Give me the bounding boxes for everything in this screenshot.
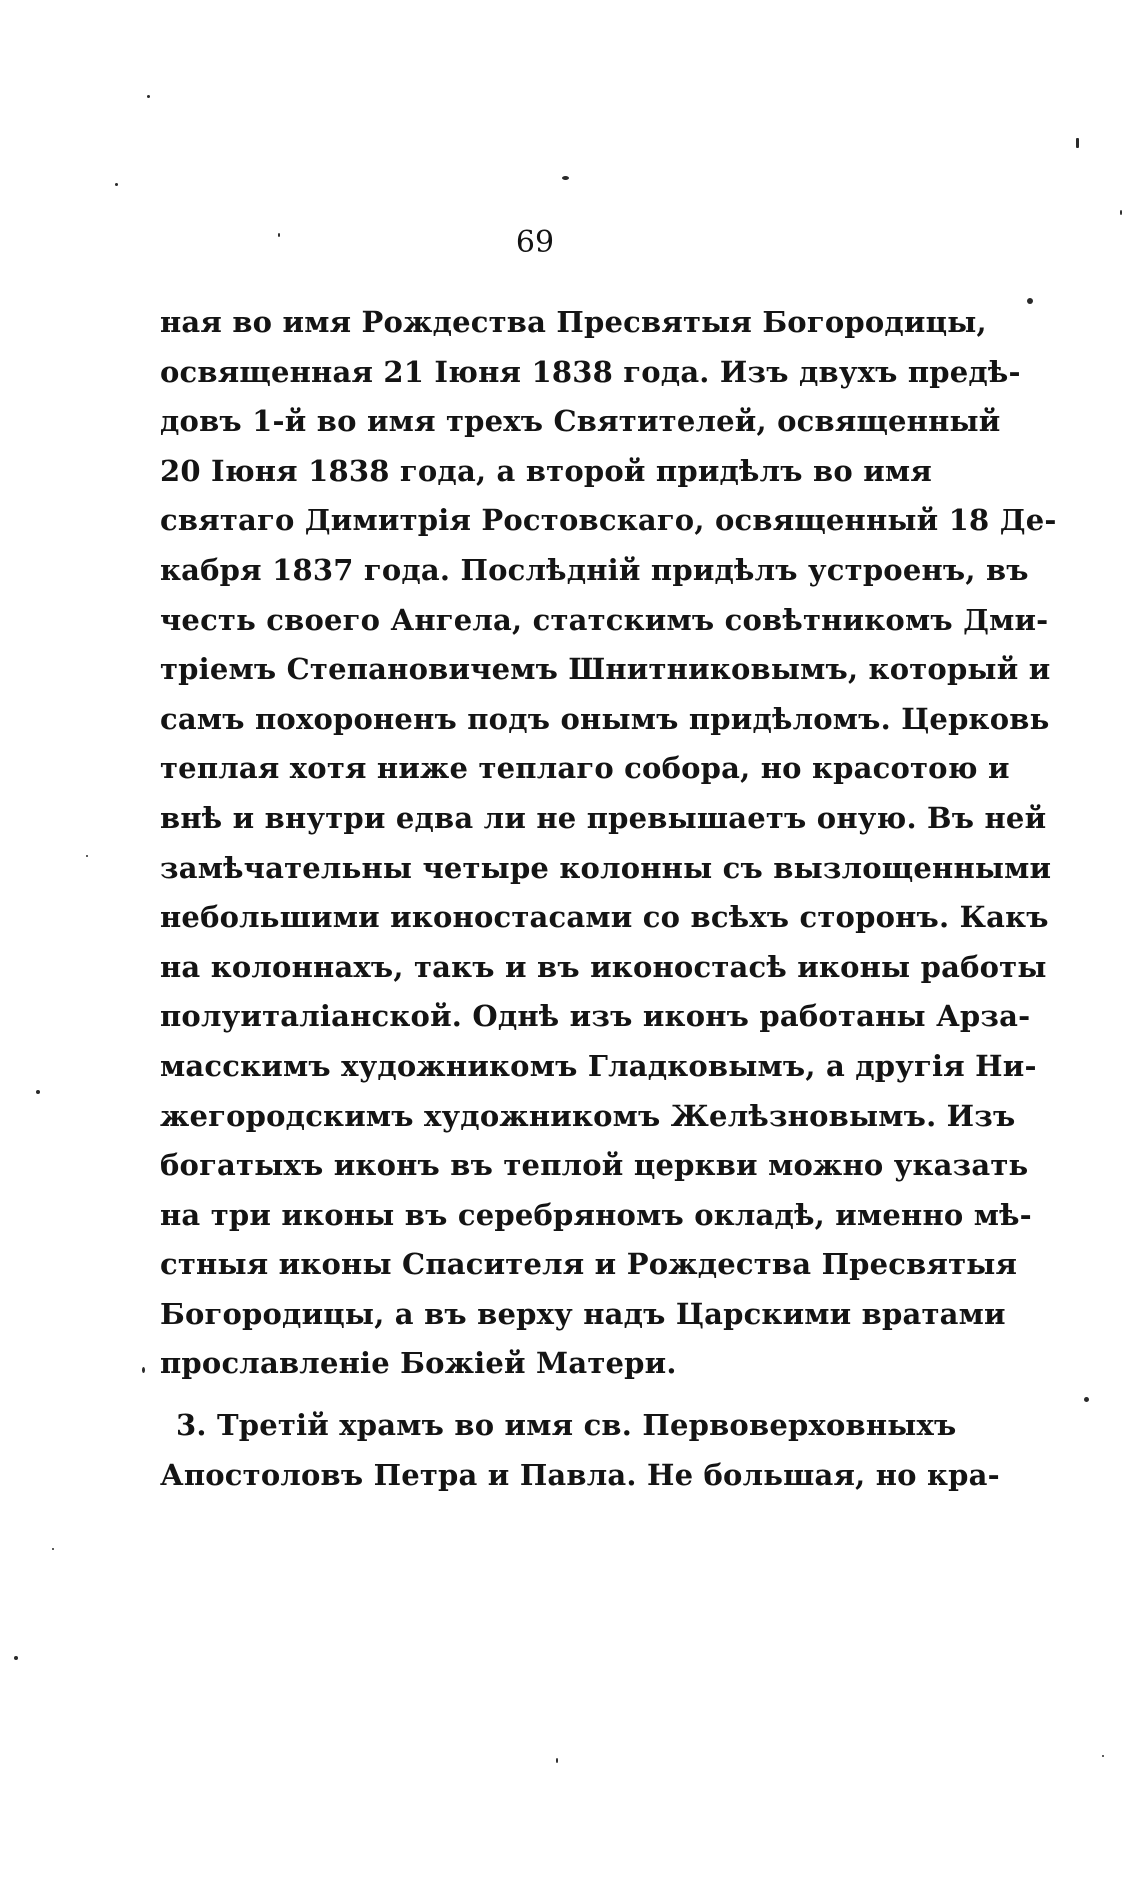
scan-speck [1084,1397,1089,1402]
text-line: на колоннахъ, такъ и въ иконостасѣ иконы работы [160,949,1047,984]
scan-speck [14,1656,18,1660]
text-line: 3. Третій храмъ во имя св. Первоверховныхъ [176,1408,957,1443]
text-line: богатыхъ иконъ въ теплой церкви можно указать [160,1148,1029,1183]
text-line: ная во имя Рождества Пресвятыя Богородицы, [160,305,987,339]
scan-speck [1027,298,1033,304]
text-line: стныя иконы Спасителя и Рождества Пресвятыя [160,1247,1018,1282]
text-line: жегородскимъ художникомъ Желѣзновымъ. Изъ [160,1098,1016,1133]
text-line: внѣ и внутри едва ли не превышаетъ оную. Въ ней [160,800,1047,835]
text-line: Апостоловъ Петра и Павла. Не большая, но кра- [160,1457,1000,1492]
scan-speck [86,855,88,857]
paragraph-gap [160,1389,900,1401]
scan-speck [142,1367,145,1373]
scan-speck [115,183,118,186]
page-number: 69 [515,225,555,260]
text-line: честь своего Ангела, статскимъ совѣтникомъ Дми- [160,602,1049,637]
text-line: небольшими иконостасами со всѣхъ сторонъ. Какъ [160,900,1049,935]
text-line: полуиталіанской. Однѣ изъ иконъ работаны Арза- [160,999,1031,1034]
scan-speck [278,233,280,237]
text-line: на три иконы въ серебряномъ окладѣ, именно мѣ- [160,1197,1032,1232]
scan-speck [556,1758,558,1763]
text-line: теплая хотя ниже теплаго собора, но красотою и [160,751,1010,786]
text-line: прославленіе Божіей Матери. [160,1346,677,1381]
scan-speck [1102,1755,1104,1757]
text-line: Богородицы, а въ верху надъ Царскими вратами [160,1296,1006,1331]
paragraph-1 [160,298,1057,1389]
text-line: тріемъ Степановичемъ Шнитниковымъ, который и [160,652,1051,687]
scan-speck [147,95,150,98]
scan-speck [562,176,569,180]
paragraph-2 [160,1401,1000,1500]
scan-speck [1076,138,1079,148]
text-line: 20 Іюня 1838 года, а второй придѣлъ во имя [160,453,932,488]
scan-speck [1120,210,1122,215]
text-line: самъ похороненъ подъ онымъ придѣломъ. Церковь [160,701,1050,736]
text-line: масскимъ художникомъ Гладковымъ, а другія Ни- [160,1048,1037,1083]
text-line: освященная 21 Іюня 1838 года. Изъ двухъ предѣ- [160,354,1021,389]
body-text [160,298,1057,1500]
scan-speck [36,1090,40,1094]
text-line: довъ 1-й во имя трехъ Святителей, освященный [160,404,1001,439]
text-line: кабря 1837 года. Послѣдній придѣлъ устроенъ, въ [160,552,1029,587]
text-line: замѣчательны четыре колонны съ вызлощенными [160,850,1052,885]
text-line: святаго Димитрія Ростовскаго, освященный 18 Де- [160,503,1057,538]
scan-speck [52,1548,54,1550]
